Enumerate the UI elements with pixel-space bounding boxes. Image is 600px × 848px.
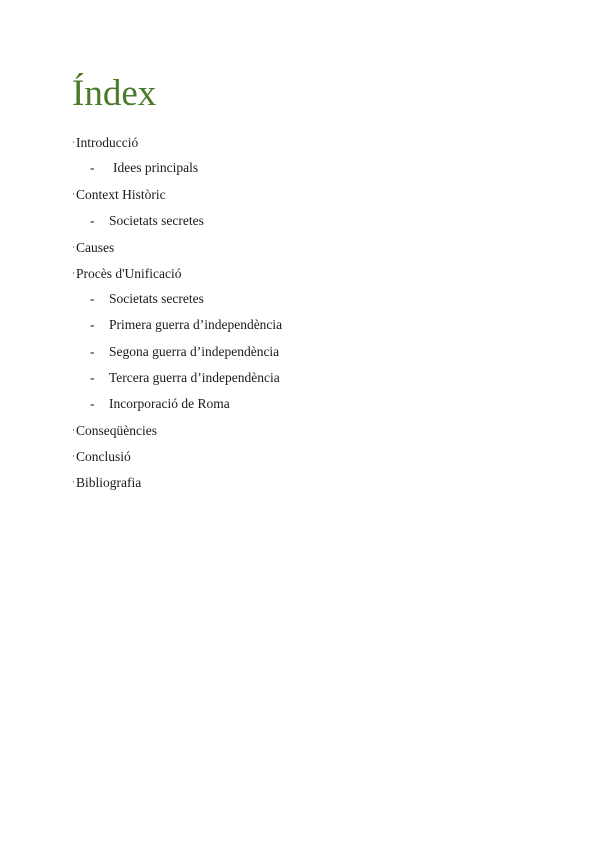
- toc-item-label: Procès d'Unificació: [76, 265, 182, 281]
- toc-subitem-societats-secretes: [72, 288, 552, 314]
- toc-subitem-tercera-guerra: [72, 367, 552, 393]
- toc-item-label: Tercera guerra d’independència: [109, 369, 280, 385]
- toc-dash: -: [90, 212, 95, 228]
- toc-bullet: ·: [72, 137, 75, 147]
- toc-item-label: Societats secretes: [109, 291, 204, 307]
- toc-item-consequencies: [72, 419, 552, 445]
- toc-bullet: ·: [72, 267, 75, 278]
- table-of-contents: [72, 131, 552, 498]
- toc-item-label: Incorporació de Roma: [109, 395, 230, 411]
- toc-subitem-segona-guerra: [72, 341, 552, 367]
- toc-item-proces-unificacio: [72, 262, 552, 288]
- page-title: Índex: [72, 73, 157, 114]
- toc-dash: -: [90, 291, 95, 307]
- toc-bullet: ·: [72, 477, 75, 488]
- toc-item-label: Primera guerra d’independència: [109, 317, 283, 333]
- toc-subitem-idees-principals: [72, 157, 552, 183]
- toc-dash: -: [90, 343, 95, 359]
- toc-item-label: Context Històric: [76, 187, 166, 203]
- toc-item-label: Introducció: [76, 135, 139, 150]
- toc-item-label: Segona guerra d’independència: [109, 343, 280, 359]
- toc-item-label: Conclusió: [76, 449, 131, 465]
- toc-item-context-historic: [72, 183, 552, 209]
- toc-item-label: Bibliografia: [76, 475, 142, 491]
- toc-subitem-primera-guerra: [72, 314, 552, 340]
- toc-item-label: Idees principals: [113, 160, 199, 176]
- toc-item-label: Conseqüències: [76, 423, 157, 439]
- toc-bullet: ·: [72, 451, 75, 462]
- toc-item-causes: [72, 236, 552, 262]
- toc-item-label: Causes: [76, 239, 115, 255]
- toc-dash: -: [90, 395, 95, 411]
- toc-bullet: ·: [72, 425, 75, 436]
- toc-dash: -: [90, 160, 95, 176]
- toc-dash: -: [90, 369, 95, 385]
- toc-item-conclusio: [72, 445, 552, 471]
- toc-item-label: Societats secretes: [109, 212, 204, 228]
- toc-item-bibliografia: [72, 471, 552, 497]
- toc-bullet: ·: [72, 189, 75, 200]
- toc-bullet: ·: [72, 241, 75, 252]
- toc-subitem-incorporacio-roma: [72, 393, 552, 419]
- toc-subitem-societats-secretes: [72, 210, 552, 236]
- toc-dash: -: [90, 317, 95, 333]
- toc-item-introduccio: [72, 131, 552, 157]
